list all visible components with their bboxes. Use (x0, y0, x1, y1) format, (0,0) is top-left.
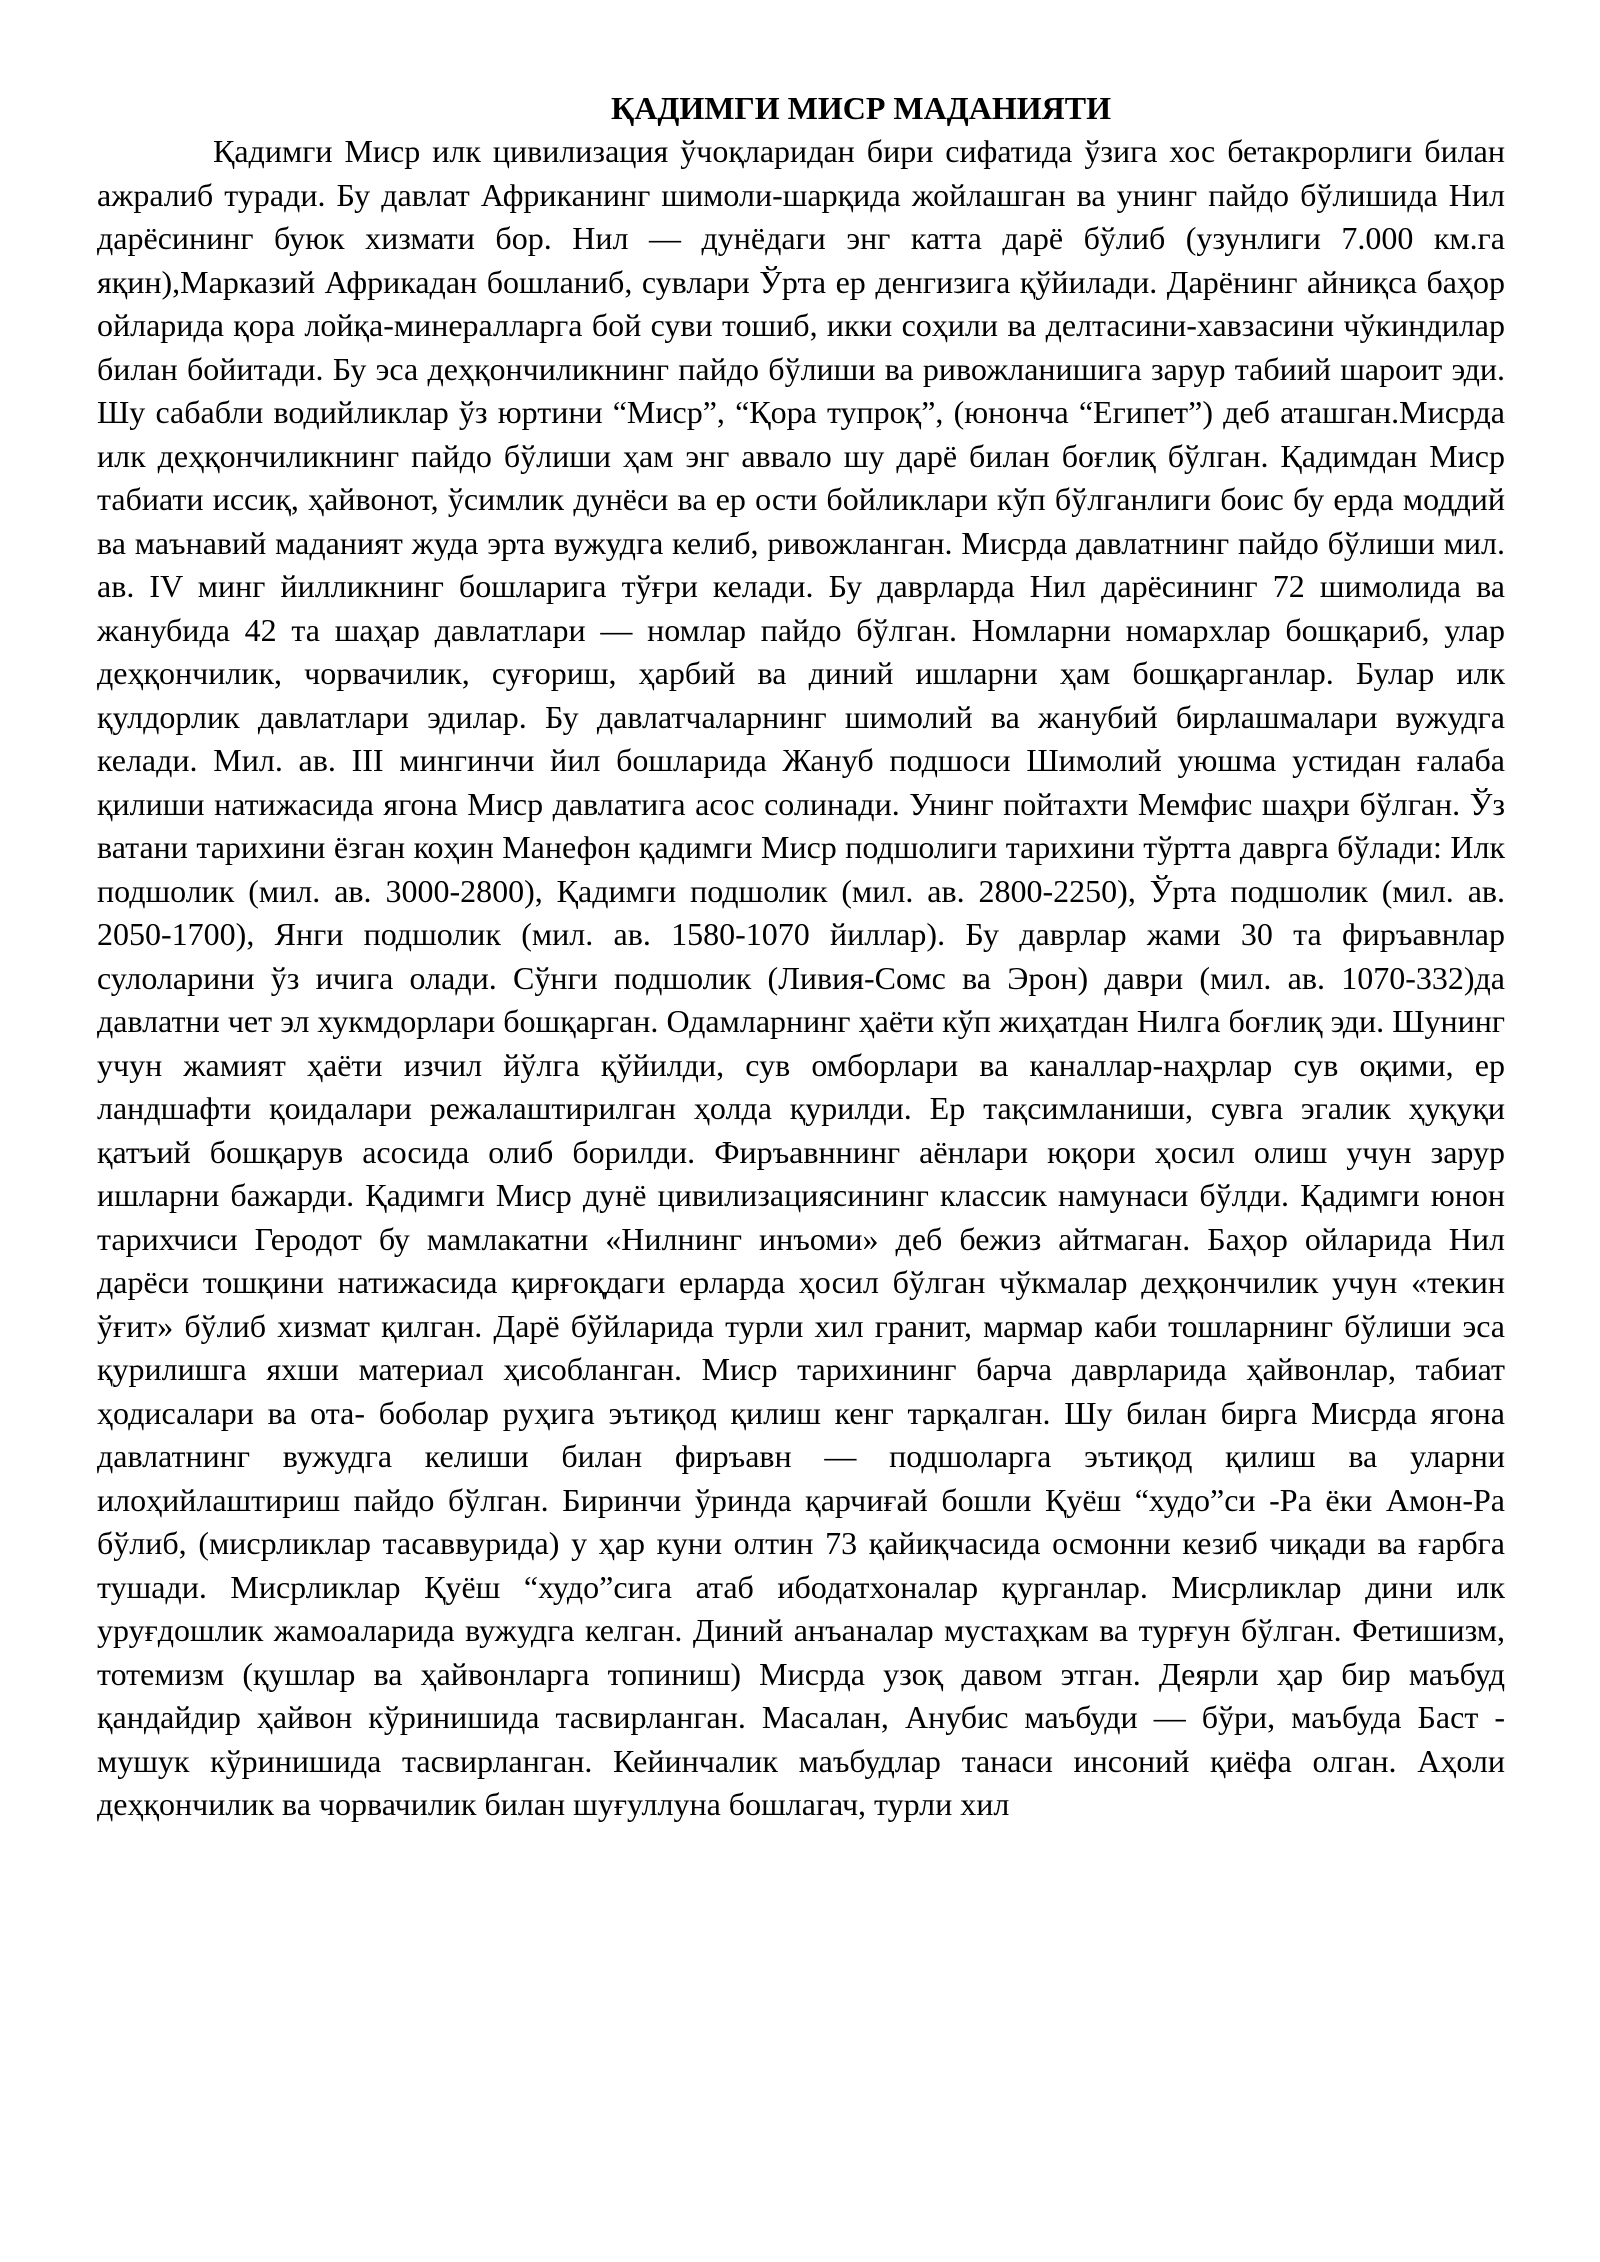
document-page (97, 86, 1505, 1827)
document-body-paragraph: Қадимги Миср илк цивилизация ўчоқларидан бири сифатида ўзига хос бетакрорлиги билан ажралиб туради. Бу давлат Африканинг шимоли-шарқида жойлашган ва унинг пайдо бўлишида Нил дарёсининг буюк хизмати бор. Нил — дунёдаги энг катта дарё бўлиб (узунлиги 7.000 км.га яқин),Марказий Африкадан бошланиб, сувлари Ўрта ер денгизига қўйилади. Дарёнинг айниқса баҳор ойларида қора лойқа-минералларга бой суви тошиб, икки соҳили ва делтасини-хавзасини чўкиндилар билан бойитади. Бу эса деҳқончиликнинг пайдо бўлиши ва ривожланишига зарур табиий шароит эди. Шу сабабли водийликлар ўз юртини “Миср”, “Қора тупроқ”, (юнонча “Египет”) деб аташган.Мисрда илк деҳқончиликнинг пайдо бўлиши ҳам энг аввало шу дарё билан боғлиқ бўлган. Қадимдан Миср табиати иссиқ, ҳайвонот, ўсимлик дунёси ва ер ости бойликлари кўп бўлганлиги боис бу ерда моддий ва маънавий маданият жуда эрта вужудга келиб, ривожланган. Мисрда давлатнинг пайдо бўлиши мил. ав. IV минг йилликнинг бошларига тўғри келади. Бу даврларда Нил дарёсининг 72 шимолида ва жанубида 42 та шаҳар давлатлари — номлар пайдо бўлган. Номларни номархлар бошқариб, улар деҳқончилик, чорвачилик, суғориш, ҳарбий ва диний ишларни ҳам бошқарганлар. Булар илк қулдорлик давлатлари эдилар. Бу давлатчаларнинг шимолий ва жанубий бирлашмалари вужудга келади. Мил. ав. III мингинчи йил бошларида Жануб подшоси Шимолий уюшма устидан ғалаба қилиши натижасида ягона Миср давлатига асос солинади. Унинг пойтахти Мемфис шаҳри бўлган. Ўз ватани тарихини ёзган коҳин Манефон қадимги Миср подшолиги тарихини тўртта даврга бўлади: Илк подшолик (мил. ав. 3000-2800), Қадимги подшолик (мил. ав. 2800-2250), Ўрта подшолик (мил. ав. 2050-1700), Янги подшолик (мил. ав. 1580-1070 йиллар). Бу даврлар жами 30 та фиръавнлар сулоларини ўз ичига олади. Сўнги подшолик (Ливия-Сомс ва Эрон) даври (мил. ав. 1070-332)да давлатни чет эл хукмдорлари бошқарган. Одамларнинг ҳаёти кўп жиҳатдан Нилга боғлиқ эди. Шунинг учун жамият ҳаёти изчил йўлга қўйилди, сув омборлари ва каналлар-наҳрлар сув оқими, ер ландшафти қоидалари режалаштирилган ҳолда қурилди. Ер тақсимланиши, сувга эгалик ҳуқуқи қатъий бошқарув асосида олиб борилди. Фиръавннинг аёнлари юқори ҳосил олиш учун зарур ишларни бажарди. Қадимги Миср дунё цивилизациясининг классик намунаси бўлди. Қадимги юнон тарихчиси Геродот бу мамлакатни «Нилнинг инъоми» деб бежиз айтмаган. Баҳор ойларида Нил дарёси тошқини натижасида қирғоқдаги ерларда ҳосил бўлган чўкмалар деҳқончилик учун «текин ўғит» бўлиб хизмат қилган. Дарё бўйларида турли хил гранит, мармар каби тошларнинг бўлиши эса қурилишга яхши материал ҳисобланган. Миср тарихининг барча даврларида ҳайвонлар, табиат ҳодисалари ва ота- боболар руҳига эътиқод қилиш кенг тарқалган. Шу билан бирга Мисрда ягона давлатнинг вужудга келиши билан фиръавн — подшоларга эътиқод қилиш ва уларни илоҳийлаштириш пайдо бўлган. Биринчи ўринда қарчиғай бошли Қуёш “худо”си -Ра ёки Амон-Ра бўлиб, (мисрликлар тасаввурида) у ҳар куни олтин 73 қайиқчасида осмонни кезиб чиқади ва ғарбга тушади. Мисрликлар Қуёш “худо”сига атаб ибодатхоналар қурганлар. Мисрликлар дини илк уруғдошлик жамоаларида вужудга келган. Диний анъаналар мустаҳкам ва турғун бўлган. Фетишизм, тотемизм (қушлар ва ҳайвонларга топиниш) Мисрда узоқ давом этган. Деярли ҳар бир маъбуд қандайдир ҳайвон кўринишида тасвирланган. Масалан, Анубис маъбуди — бўри, маъбуда Баст - мушук кўринишида тасвирланган. Кейинчалик маъбудлар танаси инсоний қиёфа олган. Аҳоли деҳқончилик ва чорвачилик билан шуғуллуна бошлагач, турли хил (97, 133, 1505, 1822)
document-title: ҚАДИМГИ МИСР МАДАНИЯТИ (611, 90, 1111, 126)
